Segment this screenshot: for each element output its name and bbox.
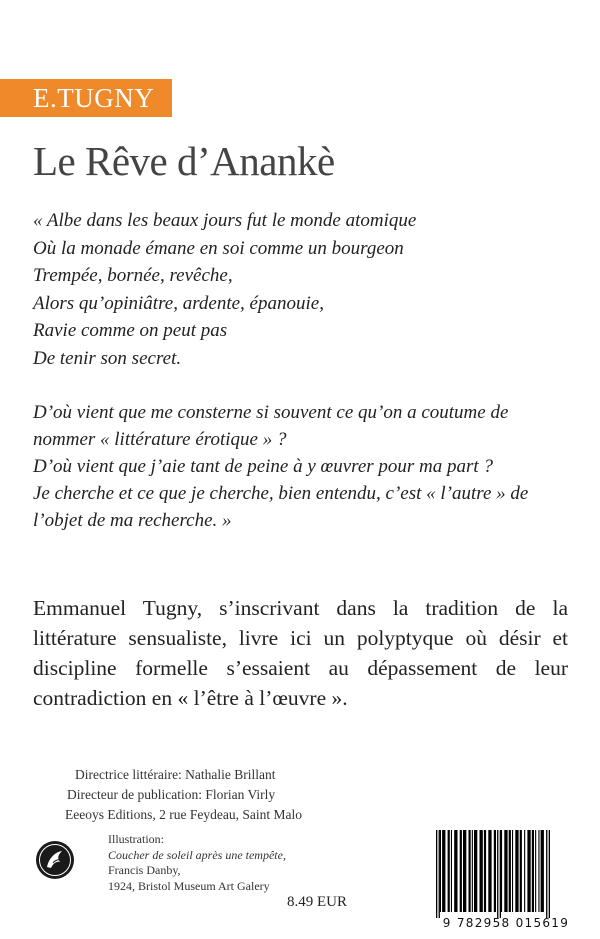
author-quote [33,399,528,534]
quote-line: D’où vient que me consterne si souvent ce qu’on a coutume de [33,402,509,423]
isbn-number: 9 782958 015619 [442,916,570,930]
blurb-line: Emmanuel Tugny, s’inscrivant dans la tradition de la [33,596,568,620]
poem-line: Trempée, bornée, revêche, [33,265,233,286]
illustration-details: 1924, Bristol Museum Art Galery [108,878,270,893]
quote-line: nommer « littérature érotique » ? [33,429,287,450]
book-title: Le Rêve d’Anankè [33,138,335,184]
publisher-credits [65,765,302,825]
price-label: 8.49 EUR [287,894,347,910]
blurb-line: littérature sensualiste, livre ici un polyptyque où désir et [33,626,568,650]
quote-line: l’objet de ma recherche. » [33,510,232,531]
blurb-line: discipline formelle s’essaient au dépassement de leur [33,656,568,680]
poem-line: Alors qu’opiniâtre, ardente, épanouie, [33,292,324,314]
credit-line: Directrice littéraire: Nathalie Brillant [75,767,276,782]
poem-excerpt [33,207,416,372]
quote-line: Je cherche et ce que je cherche, bien entendu, c’est « l’autre » de [33,483,529,504]
book-blurb [33,593,568,713]
illustration-credit [108,832,286,894]
poem-line: « Albe dans les beaux jours fut le monde atomique [33,210,417,231]
blurb-line: contradiction en « l’être à l’œuvre ». [33,686,348,710]
bird-emblem-icon [35,840,75,880]
illustration-artist: Francis Danby, [108,863,181,877]
poem-line: Ravie comme on peut pas [33,320,228,341]
poem-line: Où la monade émane en soi comme un bourgeon [33,237,404,259]
credit-line: Directeur de publication: Florian Virly [67,787,276,802]
illustration-work: Coucher de soleil après une tempête, [108,847,286,862]
poem-line: De tenir son secret. [33,347,182,369]
credit-line: Eeeoys Editions, 2 rue Feydeau, Saint Malo [65,807,302,822]
illustration-label: Illustration: [108,832,164,846]
quote-line: D’où vient que j’aie tant de peine à y œuvrer pour ma part ? [33,456,493,477]
author-banner: E.TUGNY [0,79,172,117]
